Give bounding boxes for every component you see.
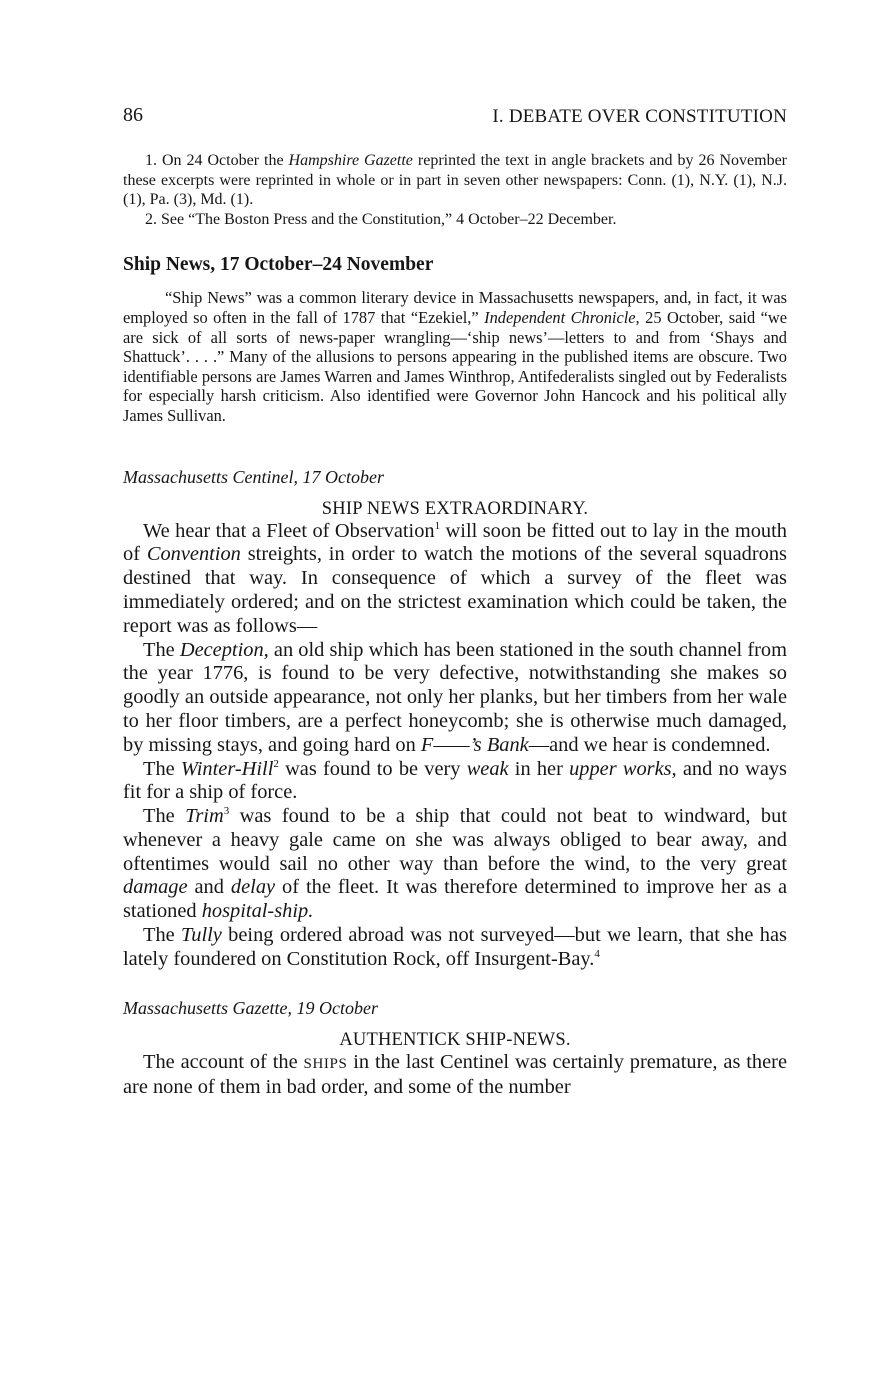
running-header [123, 100, 787, 130]
editorial-intro: “Ship News” was a common literary device in Massachusetts newspapers, and, in fact, it was employed so often in the fall of 1787 that “Ezekiel,” Independent Chronicle, 25 October, said “we are sick of all sorts of news-paper wrangling—‘ship news’—letters to and from ‘Shays and Shattuck’. . . .” Many of the allusions to persons appearing in the published items are obscure. Two identifiable persons are James Warren and James Winthrop, Antifederalists singled out by Federalists for especially harsh criticism. Also identified were Governor John Hancock and his political ally James Sullivan. [123, 288, 788, 425]
paragraph: The Trim$^3$ was found to be a ship that could not beat to windward, but whenever a heavy gale came on she was always obliged to bear away, and oftentimes would sail no other way than before the wind, to the very great damage and delay of the fleet. It was therefore determined to improve her as a stationed hospital-ship. [123, 805, 788, 923]
note-2: 2. See “The Boston Press and the Constitution,” 4 October–22 December. [145, 210, 617, 228]
note-1-newspaper: Hampshire Gazette [288, 152, 413, 169]
item-title-ship-news-extraordinary: SHIP NEWS EXTRAORDINARY. [321, 498, 589, 519]
footnotes [123, 151, 787, 229]
section-heading: Ship News, 17 October–24 November [123, 254, 434, 276]
footnote-ref: 1 [434, 519, 441, 532]
footnote-ref: 3 [223, 805, 230, 818]
source-line-gazette: Massachusetts Gazette, 19 October [123, 997, 378, 1018]
footnote-ref: 4 [594, 948, 600, 961]
paragraph: We hear that a Fleet of Observation$^1$ will soon be fitted out to lay in the mouth of Convention streights, in order to watch the motions of the several squadrons destined that way. In consequence of which a survey of the fleet was immediately ordered; and on the strictest examination which could be taken, the report was as follows— [123, 519, 787, 637]
paragraph: The Winter-Hill$^2$ was found to be very weak in her upper works, and no ways fit for a ship of force. [123, 757, 787, 804]
item-body-centinel [123, 520, 787, 972]
item-title-authentick-ship-news: AUTHENTICK SHIP-NEWS. [339, 1029, 571, 1050]
source-line-centinel: Massachusetts Centinel, 17 October [123, 466, 384, 487]
running-title: I. DEBATE OVER CONSTITUTION [492, 106, 787, 127]
paragraph: The Deception, an old ship which has been stationed in the south channel from the year 1776, is found to be very defective, notwithstanding she makes so goodly an outside appearance, not only her planks, but her timbers from her wale to her floor timbers, are a perfect honeycomb; she is otherwise much damaged, by missing stays, and going hard on F——’s Bank—and we hear is condemned. [123, 638, 787, 756]
intro-newspaper: Independent Chronicle, [484, 307, 640, 327]
paragraph: The account of the SHIPS in the last Centinel was certainly premature, as there are none of them in bad order, and some of the number [123, 1050, 788, 1099]
item-body-gazette [123, 1051, 787, 1101]
footnote-ref: 2 [273, 757, 279, 770]
paragraph: The Tully being ordered abroad was not surveyed—but we learn, that she has lately foundered on Constitution Rock, off Insurgent-Bay.$^4$ [123, 924, 787, 970]
page-number: 86 [123, 104, 143, 126]
note-1: 1. On 24 October the Hampshire Gazette reprinted the text in angle brackets and by 26 November these excerpts were reprinted in whole or in part in seven other newspapers: Conn. (1), N.Y. (1), N.J. (1), Pa. (3), Md. (1). [123, 152, 788, 209]
document-page [123, 100, 787, 1100]
